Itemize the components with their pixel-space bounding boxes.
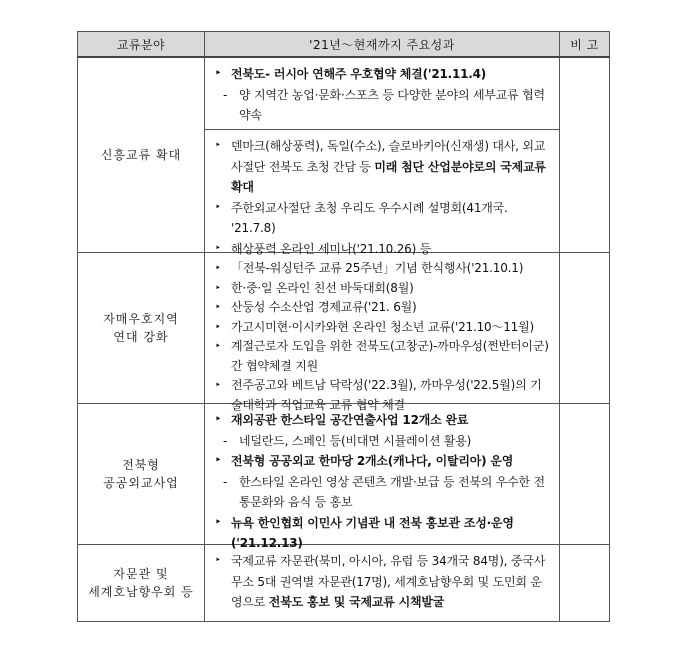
dash-icon: -	[223, 87, 228, 102]
bullet-icon: ‣	[215, 455, 222, 466]
bullet-icon: ‣	[215, 282, 221, 294]
bullet-icon: ‣	[215, 140, 221, 151]
content-emerging-2	[205, 130, 560, 256]
list-item: ‣ 산둥성 수소산업 경제교류('21. 6월)	[213, 298, 551, 318]
sub-item: - 한스타일 온라인 영상 콘텐츠 개발·보급 등 전북의 우수한 전통문화와 음식 등 홍보	[213, 472, 551, 513]
dash-icon: -	[223, 474, 228, 489]
bullet-icon: ‣	[215, 414, 222, 425]
bullet-icon: ‣	[215, 555, 221, 566]
row-advisors	[78, 545, 610, 622]
content-public-diplomacy	[205, 404, 560, 550]
list-item: ‣ 덴마크(해상풍력), 독일(수소), 슬로바키아(신재생) 대사, 외교사절단 전북도 초청 간담 등 미래 첨단 산업분야로의 국제교류 확대	[213, 136, 551, 198]
note-public-diplomacy	[560, 404, 610, 545]
category-emerging-exchange: 신흥교류 확대	[78, 57, 205, 253]
bullet-icon: ‣	[215, 201, 221, 213]
list-item: ‣ 주한외교사절단 초청 우리도 우수시례 설명회(41개국. '21.7.8)	[213, 198, 551, 239]
category-public-diplomacy: 전북형 공공외교사업	[78, 404, 205, 545]
content-advisors	[205, 545, 560, 622]
content-emerging-1	[205, 57, 560, 130]
list-item: ‣ 계절근로자 도입을 위한 전북도(고창군)-까마우성(쩐반터이군) 간 협약체결 지원	[215, 339, 549, 373]
note-emerging	[560, 57, 610, 253]
list-item: ‣ 한·중·일 온라인 친선 바둑대회(8월)	[213, 279, 551, 299]
bullet-icon: ‣	[215, 516, 222, 528]
list-item: ‣ 가고시미현·이시카와현 온라인 청소년 교류('21.10～11월)	[213, 318, 551, 338]
row-public-diplomacy	[78, 404, 610, 545]
bullet-icon: ‣	[215, 380, 221, 391]
row-sister-region	[78, 253, 610, 404]
list-item: ‣ 재외공관 한스타일 공간연출사업 12개소 완료	[213, 410, 551, 431]
note-sister-region	[560, 253, 610, 404]
bullet-icon: ‣	[215, 321, 221, 333]
list-item: ‣ 전북형 공공외교 한마당 2개소(캐나다, 이탈리아) 운영	[213, 451, 551, 472]
list-item: ‣ 뉴욕 한인협회 이민사 기념관 내 전북 홍보관 조성·운영('21.12.13)	[213, 513, 551, 554]
category-advisors: 자문관 및 세계호남향우회 등	[78, 545, 205, 622]
bullet-icon: ‣	[215, 302, 221, 313]
list-item: ‣ 전주공고와 베트남 닥락성('22.3월), 까마우성('22.5월)의 기술대학과 직업교육 교류 협약 체결	[215, 378, 542, 412]
content-sister-region	[205, 253, 560, 412]
header-result: '21년～현재까지 주요성과	[205, 32, 560, 58]
bullet-icon: ‣	[215, 242, 221, 254]
bullet-icon: ‣	[215, 68, 222, 79]
list-item: ‣ 국제교류 자문관(북미, 아시아, 유럽 등 34개국 84명), 중국사무소 5대 권역별 자문관(17명), 세계호남향우회 및 도민회 운영으로 전북도 홍보 및 국제교류 시책발굴	[213, 551, 551, 613]
header-row	[78, 32, 610, 58]
header-note: 비 고	[560, 32, 610, 58]
sub-item: - 네덜란드, 스페인 등(비대면 시뮬레이션 활용)	[213, 431, 551, 452]
bullet-icon: ‣	[215, 263, 221, 274]
sub-item: - 양 지역간 농업·문화·스포츠 등 다양한 분야의 세부교류 협력 약속	[213, 85, 551, 126]
list-item: ‣ 해상풍력 온라인 세미나('21.10.26) 등	[213, 239, 551, 260]
list-item: ‣ 「전북-워싱턴주 교류 25주년」기념 한식행사('21.10.1)	[213, 259, 551, 279]
list-item: ‣ 전북도- 러시아 연해주 우호협약 체결('21.11.4)	[213, 64, 551, 85]
performance-table	[77, 31, 610, 622]
row-emerging-1	[78, 57, 610, 130]
dash-icon: -	[223, 433, 228, 448]
bullet-icon: ‣	[215, 341, 221, 352]
note-advisors	[560, 545, 610, 622]
category-sister-region: 자매우호지역 연대 강화	[78, 253, 205, 404]
header-area: 교류분야	[78, 32, 205, 58]
